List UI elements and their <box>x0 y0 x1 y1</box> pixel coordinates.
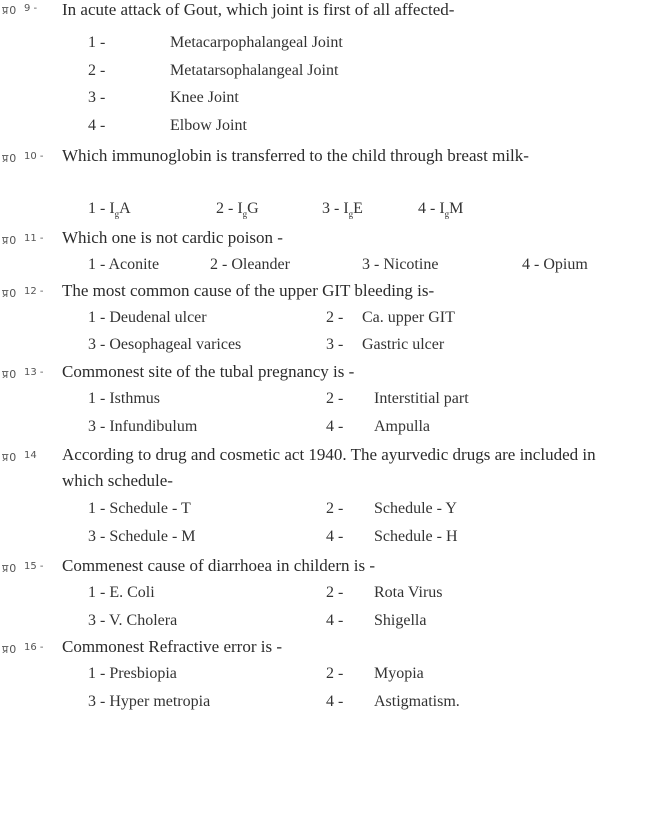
question-text: According to drug and cosmetic act 1940. The ayurvedic drugs are included in which schedule- <box>62 445 596 490</box>
option-text: E. Coli <box>109 584 155 601</box>
option-number: 1 - <box>88 256 106 273</box>
option-4 <box>326 416 430 438</box>
question-number: 15 - <box>24 561 44 572</box>
option-3 <box>88 87 239 109</box>
question-prefix: प्र0 <box>2 234 18 247</box>
question-text: Which immunoglobin is transferred to the child through breast milk- <box>62 146 529 165</box>
option-number: 2 - <box>88 62 106 79</box>
option-main: I <box>439 200 445 217</box>
option-2 <box>88 60 338 82</box>
option-main: I <box>237 200 243 217</box>
option-letter: G <box>247 200 259 217</box>
question-prefix: प्र0 <box>2 368 18 381</box>
option-text: Shigella <box>374 612 427 629</box>
option-3 <box>88 416 197 438</box>
option-4 <box>326 610 426 632</box>
option-1 <box>88 388 160 410</box>
option-2 <box>326 663 424 685</box>
option-1 <box>88 498 191 520</box>
option-letter: E <box>353 200 363 217</box>
option-letter: A <box>119 200 131 217</box>
option-text: Schedule - H <box>374 528 458 545</box>
option-number: 4 - <box>522 256 540 273</box>
option-number: 2 - <box>326 390 344 407</box>
option-subscript: g <box>242 209 248 219</box>
option-4 <box>522 254 588 276</box>
option-subscript: g <box>444 209 450 219</box>
option-text: Elbow Joint <box>170 117 247 134</box>
question-text: Commonest Refractive error is - <box>62 637 282 656</box>
option-main: I <box>109 200 115 217</box>
question-text: In acute attack of Gout, which joint is first of all affected- <box>62 0 455 19</box>
option-number: 2 - <box>326 584 344 601</box>
question-number: 12 - <box>24 286 44 297</box>
option-number: 4 - <box>326 418 344 435</box>
option-4 <box>88 115 247 137</box>
question-prefix: प्र0 <box>2 152 18 165</box>
option-number: 3 - <box>88 418 106 435</box>
option-text: Aconite <box>108 256 160 273</box>
option-subscript: g <box>348 209 354 219</box>
option-number: 4 - <box>418 200 436 217</box>
question-prefix: प्र0 <box>2 4 18 17</box>
option-text: Isthmus <box>109 390 160 407</box>
option-text: Schedule - Y <box>374 500 457 517</box>
option-4 <box>326 691 460 713</box>
question-number: 14 <box>24 450 37 461</box>
question-number: 11 - <box>24 233 44 244</box>
option-number: 2 - <box>326 500 344 517</box>
option-number: 3 - <box>322 200 340 217</box>
option-number: 1 - <box>88 584 106 601</box>
option-number: 4 - <box>88 117 106 134</box>
option-1 <box>88 254 159 276</box>
option-number: 1 - <box>88 500 106 517</box>
option-number: 4 - <box>326 612 344 629</box>
option-number: 1 - <box>88 200 106 217</box>
option-number: 1 - <box>88 309 106 326</box>
option-number: 1 - <box>88 34 106 51</box>
option-2 <box>326 388 469 410</box>
option-text: Knee Joint <box>170 89 239 106</box>
question-number: 16 - <box>24 642 44 653</box>
option-text: Infundibulum <box>109 418 198 435</box>
option-text: Schedule - M <box>109 528 196 545</box>
option-number: 2 - <box>326 309 344 326</box>
option-text: Astigmatism. <box>374 693 460 710</box>
option-text: Hyper metropia <box>109 693 211 710</box>
option-number: 4 - <box>326 693 344 710</box>
question-text: The most common cause of the upper GIT bleeding is- <box>62 281 435 300</box>
option-number: 2 - <box>216 200 234 217</box>
option-1 <box>88 582 155 604</box>
question-text: Commenest cause of diarrhoea in childern is - <box>62 556 375 575</box>
option-3 <box>88 691 210 713</box>
option-number: 2 - <box>210 256 228 273</box>
option-text: Ca. upper GIT <box>362 309 455 326</box>
option-text: Myopia <box>374 665 424 682</box>
option-text: Schedule - T <box>109 500 191 517</box>
option-number: 3 - <box>88 336 106 353</box>
question-prefix: प्र0 <box>2 562 18 575</box>
option-text: Metatarsophalangeal Joint <box>170 62 339 79</box>
question-number: 10 - <box>24 151 44 162</box>
option-text: V. Cholera <box>109 612 178 629</box>
option-3 <box>362 254 438 276</box>
option-2 <box>326 498 457 520</box>
option-main: I <box>343 200 349 217</box>
option-text: Nicotine <box>383 256 439 273</box>
option-1 <box>88 307 207 329</box>
option-2 <box>326 582 443 604</box>
option-text: Presbiopia <box>109 665 177 682</box>
option-1 <box>88 198 131 221</box>
option-text: Oesophageal varices <box>109 336 242 353</box>
option-number: 3 - <box>88 693 106 710</box>
question-number: 13 - <box>24 367 44 378</box>
option-number: 1 - <box>88 390 106 407</box>
option-text: Oleander <box>231 256 290 273</box>
option-4 <box>326 334 444 356</box>
option-1 <box>88 32 343 54</box>
option-text: Gastric ulcer <box>362 336 445 353</box>
option-text: Ampulla <box>374 418 430 435</box>
option-number: 1 - <box>88 665 106 682</box>
option-number: 3 - <box>88 528 106 545</box>
option-3 <box>88 526 196 548</box>
option-4 <box>418 198 463 221</box>
option-number: 4 - <box>326 528 344 545</box>
option-text: Rota Virus <box>374 584 443 601</box>
option-text: Opium <box>543 256 588 273</box>
option-3 <box>88 610 177 632</box>
question-prefix: प्र0 <box>2 643 18 656</box>
question-text: Commonest site of the tubal pregnancy is - <box>62 362 355 381</box>
option-3 <box>88 334 241 356</box>
option-number: 2 - <box>326 665 344 682</box>
option-text: Interstitial part <box>374 390 469 407</box>
option-4 <box>326 526 458 548</box>
option-1 <box>88 663 177 685</box>
option-text: Deudenal ulcer <box>109 309 207 326</box>
option-3 <box>322 198 363 221</box>
question-prefix: प्र0 <box>2 287 18 300</box>
option-text: Metacarpophalangeal Joint <box>170 34 343 51</box>
option-number: 3 - <box>326 336 344 353</box>
option-number: 3 - <box>88 89 106 106</box>
option-number: 3 - <box>88 612 106 629</box>
option-number: 3 - <box>362 256 380 273</box>
question-text: Which one is not cardic poison - <box>62 228 283 247</box>
question-number: 9 - <box>24 3 38 14</box>
option-letter: M <box>449 200 464 217</box>
option-2 <box>210 254 290 276</box>
option-2 <box>216 198 259 221</box>
option-2 <box>326 307 455 329</box>
option-subscript: g <box>114 209 120 219</box>
question-prefix: प्र0 <box>2 451 18 464</box>
